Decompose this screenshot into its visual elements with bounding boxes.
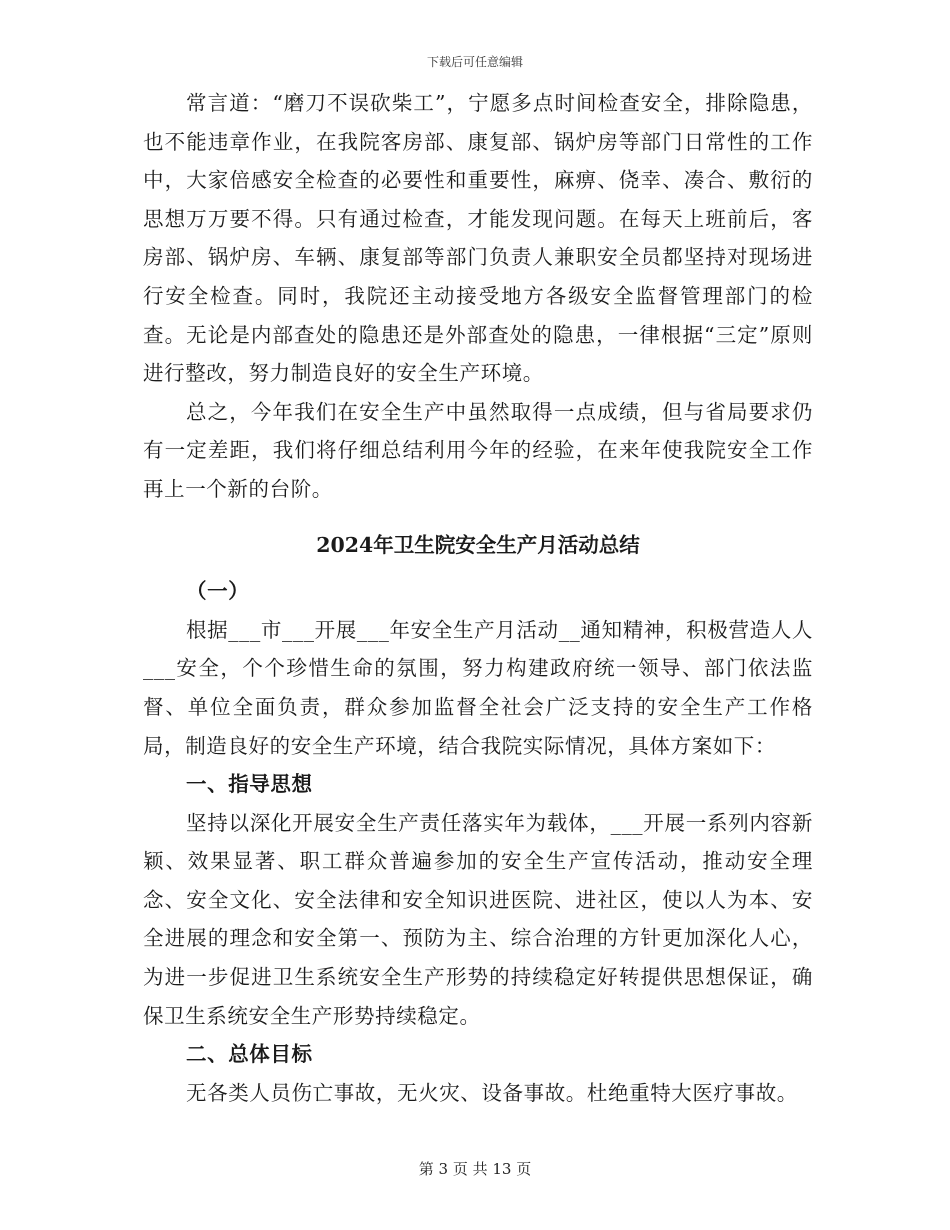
heading-guiding-ideology: 一、指导思想 [186,772,313,797]
header-note: 下载后可任意编辑 [426,55,523,69]
paragraph-summary: 总之，今年我们在安全生产中虽然取得一点成绩，但与省局要求仍有一定差距，我们将仔细总结利用今年的经验，在来年使我院安全工作再上一个新的台阶。 [143,399,813,501]
paragraph-overall-goal: 无各类人员伤亡事故，无火灾、设备事故。杜绝重特大医疗事故。 [186,1080,798,1105]
paragraph-guiding-ideology: 坚持以深化开展安全生产责任落实年为载体，___开展一系列内容新颖、效果显著、职工群众普遍参加的安全生产宣传活动，推动安全理念、安全文化、安全法律和安全知识进医院、进社区，使以人为本、安全进展的理念和安全第一、预防为主、综合治理的方针更加深化人心，为进一步促进卫生系统安全生产形势的持续稳定好转提供思想保证，确保卫生系统安全生产形势持续稳定。 [143,810,813,1028]
section-one-label: （一） [186,579,250,604]
heading-overall-goal: 二、总体目标 [186,1042,313,1067]
document-title: 2024年卫生院安全生产月活动总结 [316,532,640,557]
paragraph-basis: 根据___市___开展___年安全生产月活动__通知精神，积极营造人人___安全，个个珍惜生命的氛围，努力构建政府统一领导、部门依法监督、单位全面负责，群众参加监督全社会广泛支持的安全生产工作格局，制造良好的安全生产环境，结合我院实际情况，具体方案如下： [143,617,813,758]
page-footer: 第 3 页 共 13 页 [418,1160,532,1178]
document-body [143,84,813,1112]
paragraph-safety-inspection: 常言道：“磨刀不误砍柴工”，宁愿多点时间检查安全，排除隐患，也不能违章作业，在我院客房部、康复部、锅炉房等部门日常性的工作中，大家倍感安全检查的必要性和重要性，麻痹、侥幸、凑合、敷衍的思想万万要不得。只有通过检查，才能发现问题。在每天上班前后，客房部、锅炉房、车辆、康复部等部门负责人兼职安全员都坚持对现场进行安全检查。同时，我院还主动接受地方各级安全监督管理部门的检查。无论是内部查处的隐患还是外部查处的隐患，一律根据“三定”原则进行整改，努力制造良好的安全生产环境。 [143,91,813,386]
